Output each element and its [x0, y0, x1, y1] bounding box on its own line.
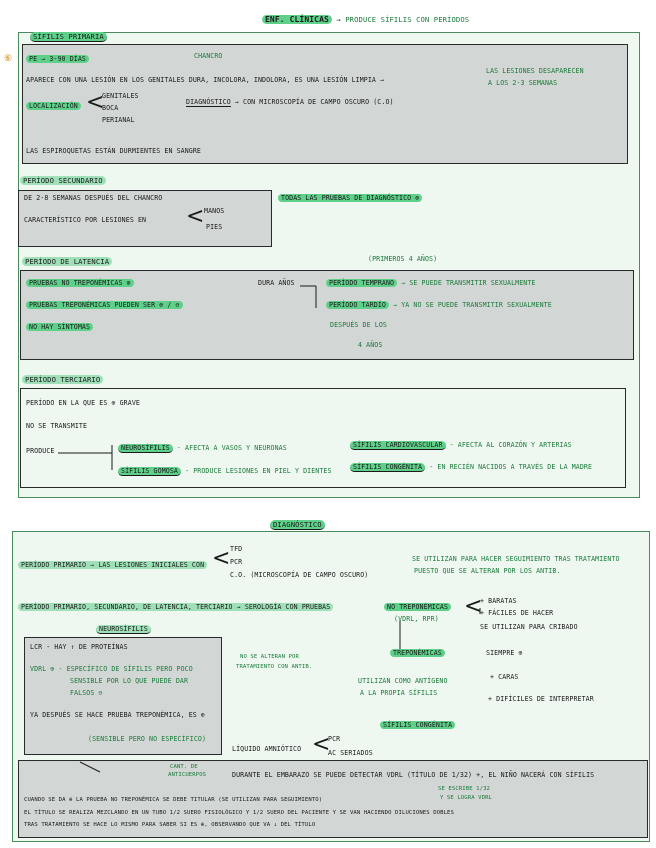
brace-icon: <: [464, 594, 483, 619]
terciario-l2: NO SE TRANSMITE: [26, 422, 88, 430]
latencia-primeros: (PRIMEROS 4 AÑOS): [368, 255, 438, 263]
latencia-dura: DURA AÑOS: [258, 279, 295, 287]
diag-vdrl: (VDRL, RPR): [394, 615, 439, 623]
t-item-1: + CARAS: [490, 673, 519, 681]
latencia-l2: PRUEBAS TREPONÉMICAS PUEDEN SER ⊕ / ⊖: [26, 301, 183, 309]
cong-anticuerpos: ANTICUERPOS: [168, 772, 207, 778]
neuro-sensible: (SENSIBLE PERO NO ESPECÍFICO): [88, 735, 207, 743]
diag-noalteran-1: NO SE ALTERAN POR: [240, 654, 299, 660]
latencia-tardio: PERÍODO TARDÍO: [326, 301, 389, 309]
brace-icon: <: [86, 90, 105, 115]
primaria-aparece: APARECE CON UNA LESIÓN EN LOS GENITALES DURA, INCOLORA, INDOLORA, ES UNA LESIÓN LIMPIA →: [26, 76, 385, 84]
terciario-gomosa-rest: - PRODUCE LESIONES EN PIEL Y DIENTES: [185, 467, 332, 475]
primaria-diag-rest: → CON MICROSCOPÍA DE CAMPO OSCURO (C.O): [234, 98, 394, 106]
diagnostico-title: DIAGNÓSTICO: [270, 520, 325, 530]
terciario-l1: PERÍODO EN LA QUE ES ⊕ GRAVE: [26, 399, 140, 407]
cong-tras: TRAS TRATAMIENTO SE HACE LO MISMO PARA SABER SI ES ⊕, OBSERVANDO QUE VA ↓ DEL TÍTULO: [24, 822, 316, 828]
header: [262, 15, 469, 24]
cong-cuando: CUANDO SE DA ⊕ LA PRUEBA NO TREPONÉMICA SE DEBE TITULAR (SE UTILIZAN PARA SEGUIMIENTO): [24, 797, 323, 803]
terciario-congenita-rest: - EN RECIÉN NACIDOS A TRAVÉS DE LA MADRE: [429, 463, 593, 471]
liq-item-1: AC SERIADOS: [328, 749, 373, 757]
nt-item-1: + FÁCILES DE HACER: [480, 609, 554, 617]
diag-serologia: PERÍODO PRIMARIO, SECUNDARIO, DE LATENCIA, TERCIARIO → SEROLOGÍA CON PRUEBAS: [18, 603, 333, 611]
secundario-item-1: PIES: [206, 223, 223, 231]
cong-escribe-2: Y SE LOGRA VDRL: [440, 795, 493, 801]
latencia-despues-1: DESPUÉS DE LOS: [330, 321, 387, 329]
primaria-desaparecen-2: A LOS 2-3 SEMANAS: [488, 79, 558, 87]
latencia-l3: NO HAY SÍNTOMAS: [26, 323, 93, 331]
marker-icon: ⑥: [4, 54, 13, 64]
terciario-neuro-rest: - AFECTA A VASOS Y NEURONAS: [176, 444, 287, 452]
terciario-cardio-rest: - AFECTA AL CORAZÓN Y ARTERIAS: [449, 441, 572, 449]
diag-utilizan-2: PUESTO QUE SE ALTERAN POR LOS ANTIB.: [414, 567, 561, 575]
header-title: ENF. CLÍNICAS: [262, 15, 332, 24]
terciario-title: PERÍODO TERCIARIO: [22, 375, 103, 384]
t-item-0: SIEMPRE ⊕: [486, 649, 523, 657]
primaria-title: SÍFILIS PRIMARIA: [30, 32, 107, 42]
terciario-congenita: SÍFILIS CONGÉNITA: [350, 463, 425, 472]
latencia-tardio-rest: → YA NO SE PUEDE TRANSMITIR SEXUALMENTE: [393, 301, 552, 309]
secundario-caracteristico: CARACTERÍSTICO POR LESIONES EN: [24, 216, 147, 224]
primaria-chancro: CHANCRO: [194, 52, 223, 60]
loc-item-1: BOCA: [102, 104, 119, 112]
secundario-title: PERÍODO SECUNDARIO: [20, 176, 106, 185]
diag-no-trep: NO TREPONÉMICAS: [384, 603, 451, 611]
latencia-despues-2: 4 AÑOS: [358, 341, 383, 349]
neuro-vdrl-1: VDRL ⊕ - ESPECÍFICO DE SÍFILIS PERO POCO: [30, 665, 193, 673]
latencia-l1: PRUEBAS NO TREPONÉMICAS ⊕: [26, 279, 134, 287]
nt-item-2: SE UTILIZAN PARA CRIBADO: [480, 623, 578, 631]
primaria-localizacion: LOCALIZACIÓN: [26, 102, 81, 110]
pp-item-2: C.O. (MICROSCOPÍA DE CAMPO OSCURO): [230, 571, 369, 579]
neuro-vdrl-3: FALSOS ⊖: [70, 689, 103, 697]
terciario-cardio: SÍFILIS CARDIOVASCULAR: [350, 441, 446, 450]
terciario-produce: PRODUCE: [26, 447, 55, 455]
neuro-lcr: LCR - HAY ↑ DE PROTEÍNAS: [30, 643, 128, 651]
secundario-line1: DE 2-8 SEMANAS DESPUÉS DEL CHANCRO: [24, 194, 163, 202]
latencia-temprano: PERÍODO TEMPRANO: [326, 279, 397, 287]
nt-item-0: + BARATAS: [480, 597, 517, 605]
diag-utilizan-ant-1: UTILIZAN COMO ANTÍGENO: [358, 677, 448, 685]
diag-utilizan-ant-2: A LA PROPIA SÍFILIS: [360, 689, 438, 697]
primaria-pe: PE → 3-90 DÍAS: [26, 55, 89, 63]
cong-title: SÍFILIS CONGÉNITA: [380, 721, 455, 729]
latencia-temprano-rest: → SE PUEDE TRANSMITIR SEXUALMENTE: [401, 279, 536, 287]
diagnostico-pp: PERÍODO PRIMARIO → LAS LESIONES INICIALES CON: [18, 561, 207, 569]
diag-trep: TREPONÉMICAS: [390, 649, 445, 657]
neuro-vdrl-2: SENSIBLE POR LO QUE PUEDE DAR: [70, 677, 189, 685]
terciario-gomosa: SÍFILIS GOMOSA: [118, 467, 181, 476]
loc-item-2: PERIANAL: [102, 116, 135, 124]
neuro-ya: YA DESPUÉS SE HACE PRUEBA TREPONÉMICA, ES ⊕: [30, 711, 205, 719]
diag-noalteran-2: TRATAMIENTO CON ANTIB.: [236, 664, 313, 670]
primaria-desaparecen-1: LAS LESIONES DESAPARECEN: [486, 67, 584, 75]
diag-utilizan-1: SE UTILIZAN PARA HACER SEGUIMIENTO TRAS TRATAMIENTO: [412, 555, 620, 563]
primaria-diagnostico: DIAGNÓSTICO: [186, 98, 231, 106]
cong-cant: CANT. DE: [170, 764, 198, 770]
secundario-item-0: MANOS: [204, 207, 225, 215]
terciario-neuro: NEUROSÍFILIS: [118, 444, 173, 453]
pp-item-0: TFD: [230, 545, 243, 553]
brace-icon: <: [186, 204, 205, 229]
loc-item-0: GENITALES: [102, 92, 139, 100]
latencia-title: PERÍODO DE LATENCIA: [22, 257, 112, 266]
cong-titulo: EL TÍTULO SE REALIZA MEZCLANDO EN UN TUBO 1/2 SUERO FISIOLÓGICO Y 1/2 SUERO DEL PACIENTE Y SE VAN HACIENDO DILUCIONES DOBLES: [24, 810, 454, 816]
primaria-espiroquetas: LAS ESPIROQUETAS ESTÁN DURMIENTES EN SANGRE: [26, 147, 201, 155]
header-arrow: →: [336, 15, 341, 24]
secundario-todas: TODAS LAS PRUEBAS DE DIAGNÓSTICO ⊕: [278, 194, 422, 202]
brace-icon: <: [212, 546, 231, 571]
cong-durante: DURANTE EL EMBARAZO SE PUEDE DETECTAR VDRL (TÍTULO DE 1/32) +, EL NIÑO NACERÁ CON SÍFILIS: [232, 771, 595, 779]
header-subtitle: PRODUCE SÍFILIS CON PERÍODOS: [345, 15, 470, 24]
neuro-title: NEUROSÍFILIS: [96, 625, 151, 634]
pp-item-1: PCR: [230, 558, 243, 566]
t-item-2: + DIFÍCILES DE INTERPRETAR: [488, 695, 594, 703]
liq-item-0: PCR: [328, 735, 341, 743]
brace-icon: <: [312, 732, 331, 757]
cong-escribe-1: SE ESCRIBE 1/32: [438, 786, 491, 792]
cong-liquido: LÍQUIDO AMNIÓTICO: [232, 745, 302, 753]
